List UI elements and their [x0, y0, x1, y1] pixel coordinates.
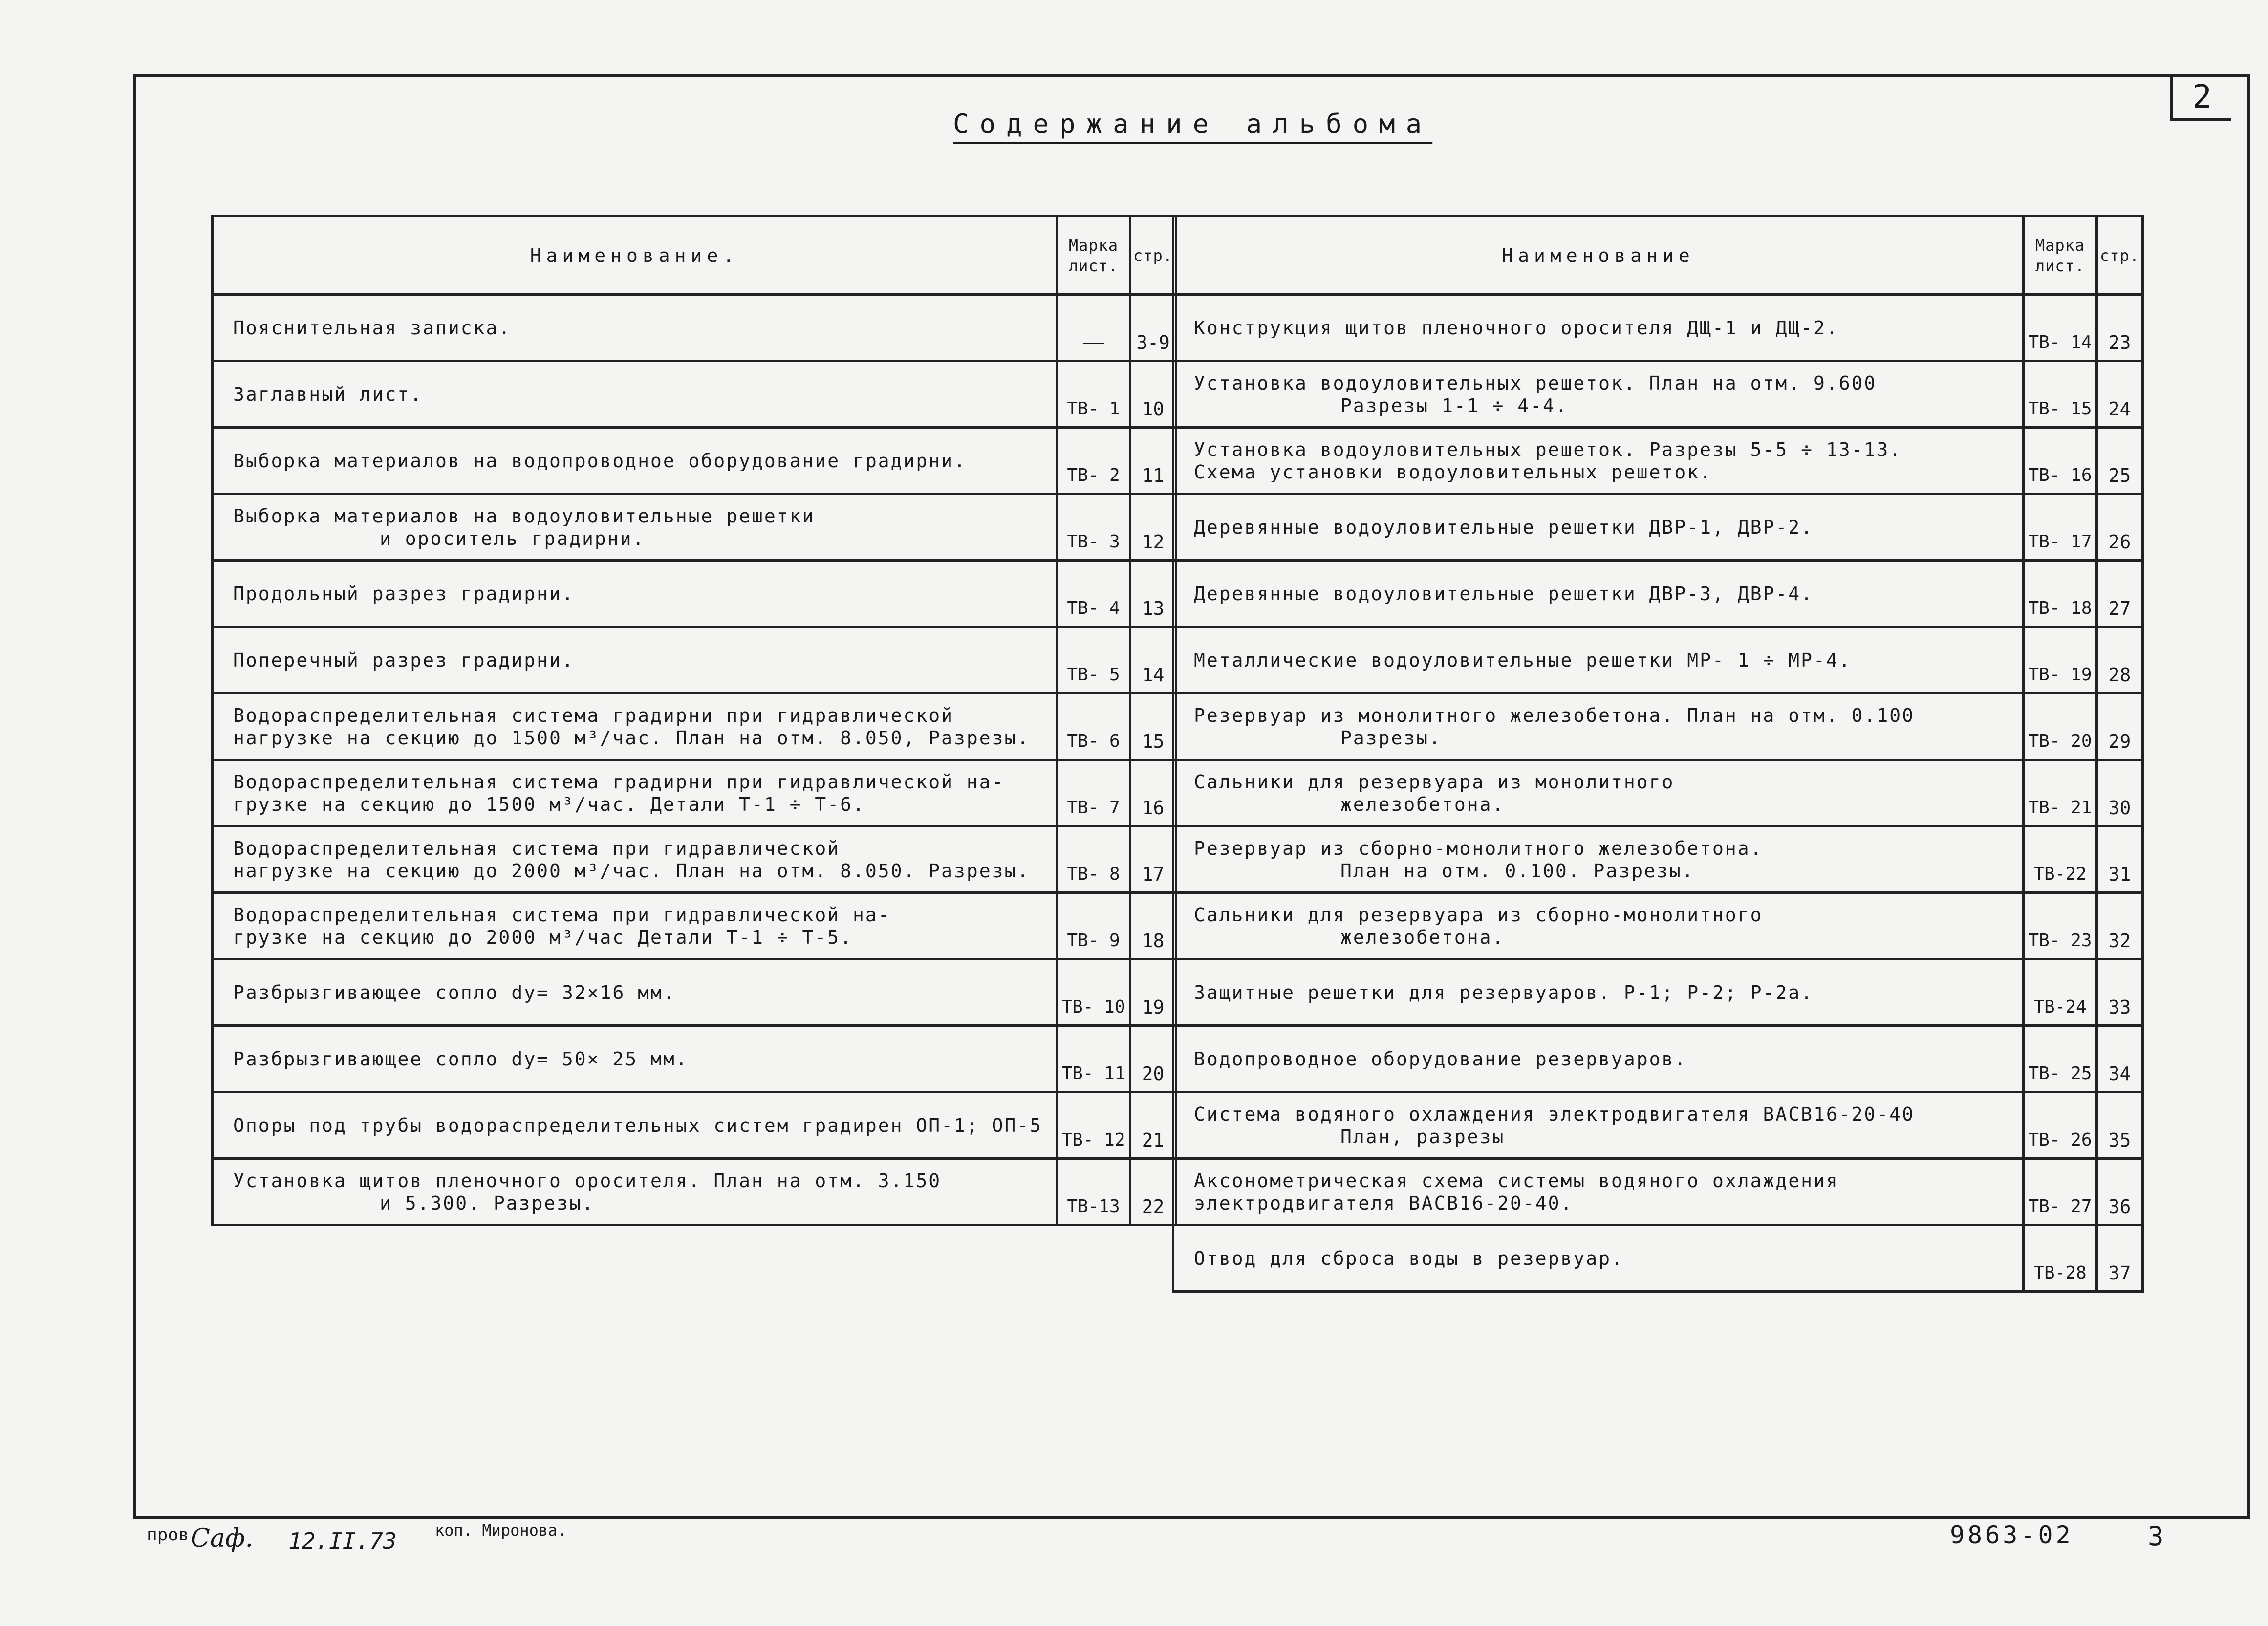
item-name-line: Выборка материалов на водоуловительные решетки — [233, 505, 815, 527]
item-name-line: Разбрызгивающее сопло dу= 32×16 мм. — [233, 981, 676, 1003]
page-ref: 20 — [1130, 1026, 1176, 1092]
document-code: 9863-02 — [1950, 1521, 2074, 1549]
sheet-mark: ТВ- 18 — [2024, 561, 2097, 627]
item-name-line: Поперечный разрез градирни. — [233, 649, 575, 671]
page-ref: 14 — [1130, 627, 1176, 694]
table-row — [1173, 561, 2143, 627]
table-row — [213, 627, 1176, 694]
item-name-line: железобетона. — [1340, 793, 1505, 815]
page-ref: 33 — [2097, 959, 2143, 1026]
item-name-line: Сальники для резервуара из монолитного — [1194, 771, 1675, 793]
item-name — [1173, 826, 2024, 893]
table-row — [213, 361, 1176, 428]
column-header-mark: Марка лист. — [1057, 217, 1130, 295]
page-ref: 26 — [2097, 494, 2143, 561]
sheet-mark: ТВ- 3 — [1057, 494, 1130, 561]
item-name — [1173, 1026, 2024, 1092]
item-name-line: Разрезы. — [1340, 727, 1442, 749]
item-name — [1173, 1092, 2024, 1159]
sheet-mark: ТВ- 20 — [2024, 694, 2097, 760]
item-name-line: Аксонометрическая схема системы водяного охлаждения — [1194, 1170, 1839, 1192]
table-row — [213, 1026, 1176, 1092]
item-name-line: Заглавный лист. — [233, 383, 423, 405]
item-name-line: План на отм. 0.100. Разрезы. — [1340, 860, 1695, 882]
column-header-mark: Марка лист. — [2024, 217, 2097, 295]
checked-by-label: пров — [147, 1525, 189, 1545]
sheet-mark: ТВ-28 — [2024, 1225, 2097, 1292]
sheet-mark: ТВ- 5 — [1057, 627, 1130, 694]
item-name — [213, 361, 1057, 428]
item-name-line: нагрузке на секцию до 1500 м³/час. План на отм. 8.050, Разрезы. — [233, 727, 1030, 749]
sheet-mark: ТВ-22 — [2024, 826, 2097, 893]
item-name — [213, 959, 1057, 1026]
page-ref: 12 — [1130, 494, 1176, 561]
item-name-line: Отвод для сброса воды в резервуар. — [1194, 1247, 1624, 1269]
contents-list-left — [213, 295, 1176, 1225]
check-date: 12.II.73 — [288, 1528, 397, 1554]
item-name-line: железобетона. — [1340, 926, 1505, 948]
item-name-line: грузке на секцию до 1500 м³/час. Детали Т-1 ÷ Т-6. — [233, 793, 865, 815]
table-header-row — [213, 217, 1176, 295]
sheet-mark: ТВ- 10 — [1057, 959, 1130, 1026]
table-row — [213, 1159, 1176, 1225]
sheet-mark: ТВ- 21 — [2024, 760, 2097, 826]
page-ref: 25 — [2097, 428, 2143, 494]
item-name-line: Установка водоуловительных решеток. План на отм. 9.600 — [1194, 372, 1877, 394]
page-ref: 21 — [1130, 1092, 1176, 1159]
item-name-line: Конструкция щитов пленочного оросителя ДЩ-1 и ДЩ-2. — [1194, 317, 1839, 339]
item-name — [1173, 694, 2024, 760]
page-ref: 19 — [1130, 959, 1176, 1026]
table-row — [1173, 1026, 2143, 1092]
column-header-name: Наименование. — [213, 217, 1057, 295]
item-name — [1173, 428, 2024, 494]
item-name-line: Водораспределительная система градирни при гидравлической — [233, 704, 954, 726]
item-name — [1173, 627, 2024, 694]
page-ref: 16 — [1130, 760, 1176, 826]
item-name-line: Деревянные водоуловительные решетки ДВР-1, ДВР-2. — [1194, 516, 1814, 538]
item-name — [1173, 361, 2024, 428]
table-row — [1173, 295, 2143, 361]
table-row — [213, 295, 1176, 361]
table-header-row — [1173, 217, 2143, 295]
page-ref: 29 — [2097, 694, 2143, 760]
item-name — [1173, 760, 2024, 826]
item-name-line: Резервуар из монолитного железобетона. План на отм. 0.100 — [1194, 704, 1915, 726]
item-name-line: Сальники для резервуара из сборно-монолитного — [1194, 904, 1763, 926]
item-name-line: Резервуар из сборно-монолитного железобетона. — [1194, 837, 1763, 859]
table-row — [213, 760, 1176, 826]
page-ref: 15 — [1130, 694, 1176, 760]
page-ref: 3-9 — [1130, 295, 1176, 361]
item-name-line: Водораспределительная система градирни при гидравлической на- — [233, 771, 1005, 793]
item-name-line: План, разрезы — [1340, 1126, 1505, 1148]
table-row — [213, 1092, 1176, 1159]
column-header-page: стр. — [1130, 217, 1176, 295]
sheet-mark: ТВ- 17 — [2024, 494, 2097, 561]
item-name — [213, 1159, 1057, 1225]
page-ref: 10 — [1130, 361, 1176, 428]
contents-table-right — [1172, 215, 2144, 1293]
item-name — [1173, 1159, 2024, 1225]
item-name-line: Металлические водоуловительные решетки МР- 1 ÷ МР-4. — [1194, 649, 1852, 671]
sheet-mark: ТВ- 6 — [1057, 694, 1130, 760]
sheet-mark: ТВ- 15 — [2024, 361, 2097, 428]
page-ref: 23 — [2097, 295, 2143, 361]
item-name — [1173, 893, 2024, 959]
page-title: Содержание альбома — [953, 108, 1433, 139]
sheet-mark: ТВ- 26 — [2024, 1092, 2097, 1159]
table-row — [1173, 826, 2143, 893]
item-name — [1173, 561, 2024, 627]
item-name-line: Система водяного охлаждения электродвигателя ВАСВ16-20-40 — [1194, 1103, 1915, 1125]
table-row — [213, 694, 1176, 760]
table-row — [1173, 760, 2143, 826]
page-ref: 18 — [1130, 893, 1176, 959]
table-row — [213, 959, 1176, 1026]
item-name — [1173, 295, 2024, 361]
item-name — [213, 893, 1057, 959]
table-row — [1173, 1159, 2143, 1225]
page-ref: 31 — [2097, 826, 2143, 893]
table-row — [213, 561, 1176, 627]
item-name — [213, 428, 1057, 494]
sheet-mark: ТВ- 8 — [1057, 826, 1130, 893]
item-name — [213, 694, 1057, 760]
item-name-line: Разрезы 1-1 ÷ 4-4. — [1340, 394, 1568, 416]
table-row — [1173, 694, 2143, 760]
item-name-line: нагрузке на секцию до 2000 м³/час. План на отм. 8.050. Разрезы. — [233, 860, 1030, 882]
page-ref: 32 — [2097, 893, 2143, 959]
page-ref: 30 — [2097, 760, 2143, 826]
item-name — [213, 561, 1057, 627]
item-name-line: Водораспределительная система при гидравлической на- — [233, 904, 891, 926]
item-name-line: Схема установки водоуловительных решеток. — [1194, 461, 1712, 483]
item-name — [213, 1026, 1057, 1092]
sheet-mark: ТВ-13 — [1057, 1159, 1130, 1225]
table-row — [213, 428, 1176, 494]
page-ref: 27 — [2097, 561, 2143, 627]
sheet-mark: ТВ- 11 — [1057, 1026, 1130, 1092]
table-row — [1173, 494, 2143, 561]
column-header-name: Наименование — [1173, 217, 2024, 295]
sheet-mark: ТВ-24 — [2024, 959, 2097, 1026]
item-name — [1173, 959, 2024, 1026]
sheet-mark: ТВ- 25 — [2024, 1026, 2097, 1092]
contents-table-left — [211, 215, 1177, 1226]
page-ref: 24 — [2097, 361, 2143, 428]
sheet-mark: ТВ- 23 — [2024, 893, 2097, 959]
item-name-line: Разбрызгивающее сопло dу= 50× 25 мм. — [233, 1048, 689, 1070]
item-name — [213, 295, 1057, 361]
item-name-line: Водораспределительная система при гидравлической — [233, 837, 841, 859]
sheet-mark: —— — [1057, 295, 1130, 361]
item-name-line: и 5.300. Разрезы. — [380, 1192, 595, 1214]
page-ref: 11 — [1130, 428, 1176, 494]
table-row — [1173, 959, 2143, 1026]
table-row — [1173, 1092, 2143, 1159]
table-row — [1173, 627, 2143, 694]
column-header-page: стр. — [2097, 217, 2143, 295]
item-name — [213, 1092, 1057, 1159]
sheet-mark: ТВ- 4 — [1057, 561, 1130, 627]
item-name — [1173, 1225, 2024, 1292]
table-row — [1173, 1225, 2143, 1292]
checker-signature: Саф. — [191, 1524, 254, 1553]
item-name-line: Опоры под трубы водораспределительных систем градирен ОП-1; ОП-5 — [233, 1114, 1043, 1136]
item-name-line: электродвигателя ВАСВ16-20-40. — [1194, 1192, 1574, 1214]
sheet-mark: ТВ- 2 — [1057, 428, 1130, 494]
table-row — [213, 893, 1176, 959]
item-name-line: Защитные решетки для резервуаров. Р-1; Р-2; Р-2а. — [1194, 981, 1814, 1003]
page-ref: 17 — [1130, 826, 1176, 893]
item-name — [213, 760, 1057, 826]
sheet-mark: ТВ- 19 — [2024, 627, 2097, 694]
table-row — [1173, 361, 2143, 428]
sheet-mark: ТВ- 27 — [2024, 1159, 2097, 1225]
page-ref: 35 — [2097, 1092, 2143, 1159]
sheet-number: 2 — [2170, 74, 2231, 121]
table-row — [213, 826, 1176, 893]
sheet-mark: ТВ- 14 — [2024, 295, 2097, 361]
table-row — [1173, 428, 2143, 494]
table-row — [213, 494, 1176, 561]
table-row — [1173, 893, 2143, 959]
page-ref: 37 — [2097, 1225, 2143, 1292]
sheet-mark: ТВ- 9 — [1057, 893, 1130, 959]
item-name — [213, 627, 1057, 694]
sheet-mark: ТВ- 12 — [1057, 1092, 1130, 1159]
item-name-line: грузке на секцию до 2000 м³/час Детали Т-1 ÷ Т-5. — [233, 926, 853, 948]
item-name-line: Продольный разрез градирни. — [233, 583, 575, 605]
item-name-line: и ороситель градирни. — [380, 527, 646, 549]
copied-by: коп. Миронова. — [435, 1521, 567, 1539]
item-name — [1173, 494, 2024, 561]
sheet-mark: ТВ- 1 — [1057, 361, 1130, 428]
page-number: 3 — [2148, 1521, 2164, 1552]
item-name-line: Установка щитов пленочного оросителя. План на отм. 3.150 — [233, 1170, 942, 1192]
sheet-mark: ТВ- 7 — [1057, 760, 1130, 826]
item-name-line: Деревянные водоуловительные решетки ДВР-3, ДВР-4. — [1194, 583, 1814, 605]
contents-list-right — [1173, 295, 2143, 1292]
item-name-line: Установка водоуловительных решеток. Разрезы 5-5 ÷ 13-13. — [1194, 438, 1902, 460]
item-name-line: Водопроводное оборудование резервуаров. — [1194, 1048, 1687, 1070]
sheet-mark: ТВ- 16 — [2024, 428, 2097, 494]
page-ref: 13 — [1130, 561, 1176, 627]
page-ref: 28 — [2097, 627, 2143, 694]
item-name-line: Выборка материалов на водопроводное оборудование градирни. — [233, 450, 967, 472]
page-ref: 34 — [2097, 1026, 2143, 1092]
page-ref: 36 — [2097, 1159, 2143, 1225]
item-name — [213, 826, 1057, 893]
item-name — [213, 494, 1057, 561]
page-ref: 22 — [1130, 1159, 1176, 1225]
item-name-line: Пояснительная записка. — [233, 317, 512, 339]
